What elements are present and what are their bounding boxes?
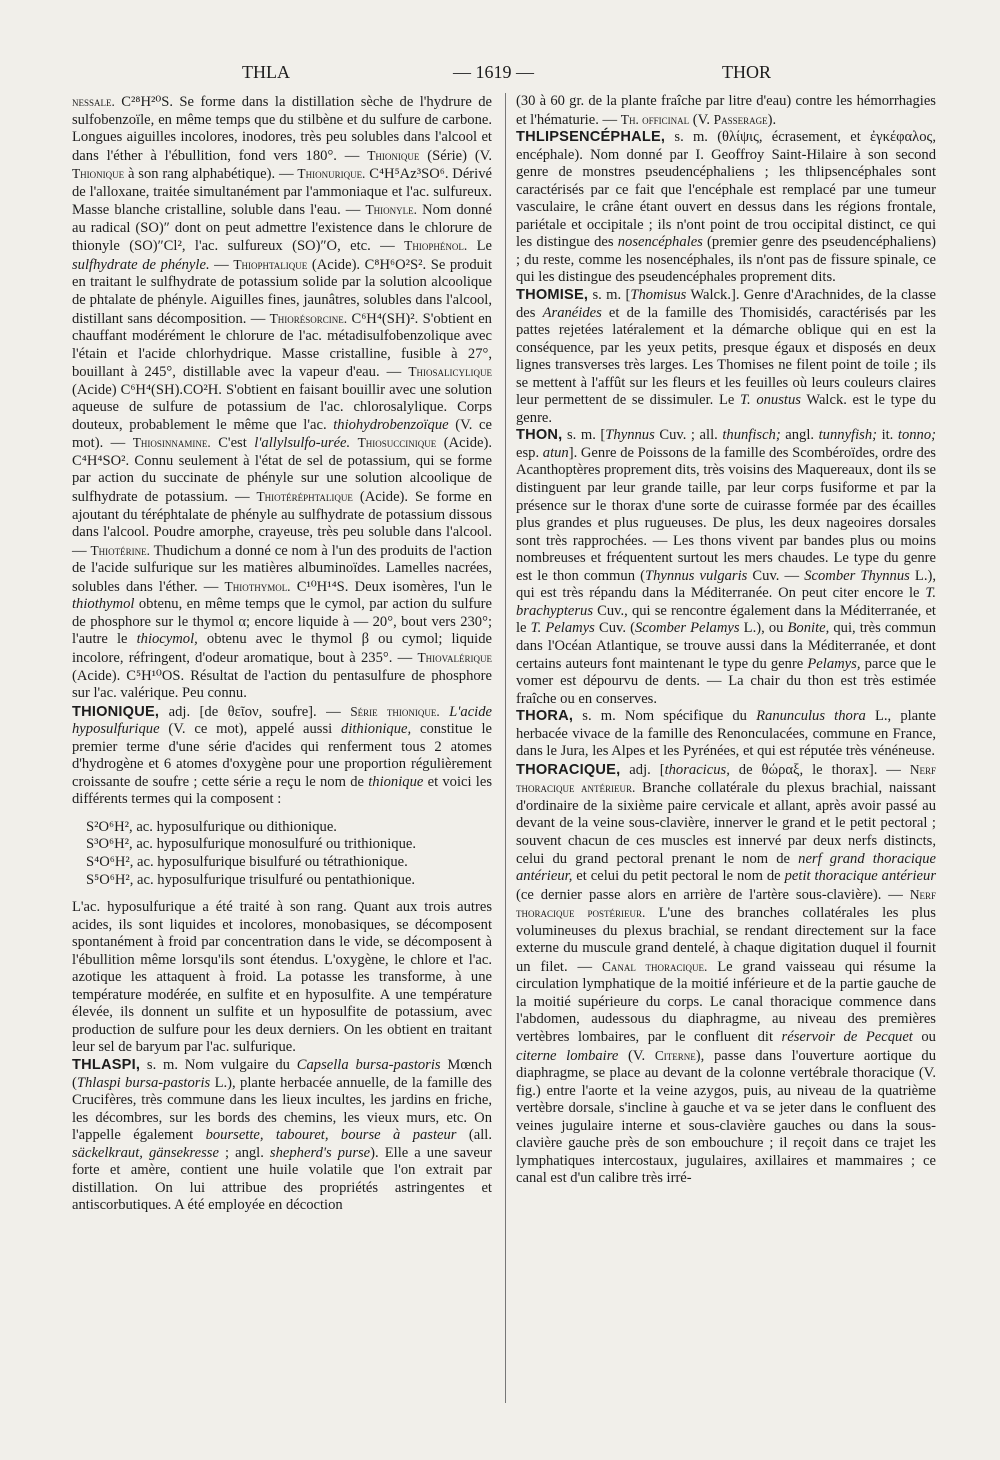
- text-run: et voici les différents termes qui la composent :: [72, 773, 492, 808]
- text-run: (Acide). C⁵H¹⁰OS. Résultat de l'action du pentasulfure de phosphore sur l'ac. valérique. Peu connu.: [72, 667, 492, 702]
- italic-term: nerf grand thoracique antérieur,: [516, 850, 936, 885]
- text-run: (ce dernier passe alors en arrière de l'artère sous-clavière). —: [516, 886, 910, 903]
- italic-term: T. Pelamys: [530, 620, 595, 637]
- text-run: obtenu, en même temps que le cymol, par action du sulfure de phosphore sur le thymol α; encore liquide à — 20°, bout vers 230°; l'autre le: [72, 596, 492, 648]
- italic-term: thionique: [368, 773, 424, 790]
- text-run: (Acide). Se forme en ajoutant du téréphtalate de phényle au sulfhydrate de potassium dissous dans l'alcool. Poudre amorphe, crayeuse, très peu soluble dans l'alcool. —: [72, 489, 492, 559]
- text-run: et de la famille des Thomisidés, caractérisés par les pattes rejetées latéralement et la démarche oblique qui en est la conséquence, par les yeux petits, presque égaux et disposés en deux lignes transverses très larges. Les Thomises ne filent point de toile ; ils se mettent à l'affût sur les fleurs et les feuilles où leurs couleurs claires leur permettent de se dissimuler. Le: [516, 304, 936, 409]
- text-run: et celui du petit pectoral le nom de: [572, 868, 785, 885]
- italic-term: thiothymol: [72, 596, 135, 613]
- list-item: S³O⁶H², ac. hyposulfurique monosulfuré ou trithionique.: [86, 836, 416, 853]
- small-caps-term: Canal thoracique.: [601, 958, 708, 974]
- text-run: C⁶H⁴(SH)². S'obtient en chauffant modérément le chlorure de l'ac. métadisulfobenzolique avec l'étain et l'acide chlorhydrique. Masse cristalline, fusible à 27°, bouillant à 245°, distillable avec la vapeur d'eau. —: [72, 310, 492, 381]
- text-run: (all.: [456, 1127, 492, 1144]
- text-run: (Acide). C⁸H⁶O²S². Se produit en traitant le sulfhydrate de potassium solide par la solution alcoolique de phtalate de phényle. Aiguilles fines, jaunâtres, solubles dans l'alcool, distillant sans décomposition. —: [72, 256, 493, 327]
- small-caps-term: nessale.: [72, 94, 115, 109]
- small-caps-term: Thiosinnamine.: [132, 435, 211, 451]
- italic-term: tonno;: [897, 427, 936, 444]
- right-column: [516, 93, 936, 1188]
- italic-term: T. brachypterus: [516, 585, 936, 619]
- italic-term: petit thoracique antérieur: [784, 868, 936, 885]
- headword: THLIPSENCÉPHALE,: [516, 129, 666, 146]
- text-run: Le grand vaisseau qui résume la circulation lymphatique de la moitié inférieure et de la partie gauche de la moitié supérieure du corps. Le canal thoracique commence dans l'abdomen, audessous du diaphragme, au niveau des premières vertèbres lombaires, par le confluent dit: [516, 958, 936, 1045]
- text-run: [350, 435, 357, 451]
- text-run: esp.: [516, 444, 543, 461]
- text-run: constitue le premier terme d'une série d'acides qui renferment tous 2 atomes d'hydrogène et 6 atomes d'oxygène pour une proportion régulièrement croissante de soufre ; cette série a reçu le nom de: [72, 721, 492, 790]
- text-run: —: [209, 256, 234, 273]
- small-caps-term: Thiotérine.: [90, 542, 150, 558]
- text-run: Mœnch (: [72, 1056, 492, 1091]
- small-caps-term: Thiophtalique: [233, 256, 308, 272]
- italic-term: Thynnus: [605, 427, 655, 444]
- text-run: C²⁸H²⁰S. Se forme dans la distillation sèche de l'hydrure de sulfobenzoïle, en même temps que du stilbène et du sulfure de carbone. Longues aiguilles incolores, inodores, très peu solubles dans l'alcool et dans l'éther à l'ébullition, fond vers 180°. —: [72, 94, 492, 164]
- text-run: it.: [877, 427, 898, 444]
- italic-term: réservoir de Pecquet: [781, 1028, 913, 1045]
- italic-term: thiohydrobenzoïque: [333, 416, 449, 433]
- small-caps-term: Thionurique.: [297, 166, 366, 182]
- small-caps-term: Série thionique.: [350, 703, 440, 719]
- small-caps-term: Thionyle.: [365, 202, 417, 218]
- text-run: Cuv. ; all.: [654, 427, 723, 444]
- italic-term: dithionique,: [341, 721, 412, 738]
- text-run: Cuv. —: [747, 567, 805, 584]
- thionique-series-list: [72, 819, 492, 889]
- text-run: de θώραξ, le thorax]. —: [729, 761, 910, 778]
- text-run: L'ac. hyposulfurique a été traité à son rang. Quant aux trois autres acides, ils sont liquides et incolores, monobasiques, se décomposent spontanément à froid par concentration dans le vide, se décomposent à l'ébullition même lorsqu'ils sont étendus. L'oxygène, le chlore et l'ac. azotique les attaquent à froid. La potasse les transforme, à une température modérée, en sulfite et en hyposulfite. A une température élevée, ils donnent un sulfite et un hyposulfite de potassium, avec production de sulfure pour les deux derniers. On les obtient en traitant leur sel de baryum par l'ac. sulfurique.: [72, 899, 492, 1056]
- small-caps-term: Thionique: [367, 147, 420, 163]
- headword: THLASPI,: [72, 1056, 141, 1073]
- list-item: S⁴O⁶H², ac. hyposulfurique bisulfuré ou tétrathionique.: [86, 853, 408, 870]
- entry-thlaspi: [72, 1057, 492, 1215]
- headword: THORACIQUE,: [516, 761, 621, 778]
- italic-term: Thlaspi bursa-pastoris: [76, 1074, 211, 1091]
- text-run: (Acide). C⁴H⁴SO². Connu seulement à l'état de sel de potassium, qui se forme par action du succinate de phényle sur une solution alcoolique de sulfhydrate de potassium. —: [72, 435, 492, 506]
- entry-thora: [516, 708, 936, 761]
- entry-thio-compounds: [72, 93, 492, 703]
- text-run: (Acide) C⁶H⁴(SH).CO²H. S'obtient en faisant bouillir avec une solution aqueuse de sulfure de potassium de l'ac. chlorosalylique. Corps douteux, probablement le même que l'ac.: [72, 381, 492, 433]
- italic-term: thiocymol,: [136, 631, 198, 648]
- italic-term: Pelamys,: [807, 655, 861, 672]
- left-column: [72, 93, 492, 1215]
- italic-term: Aranéides: [542, 304, 602, 321]
- small-caps-term: Th. officinal: [620, 111, 690, 127]
- text-run: s. m. [: [562, 427, 606, 444]
- italic-term: l'allylsulfo-urée.: [254, 435, 351, 452]
- text-run: à son rang alphabétique). —: [124, 166, 298, 183]
- small-caps-term: Passerage: [713, 111, 768, 127]
- italic-term: citerne lombaire: [516, 1047, 619, 1064]
- text-run: Cuv., qui se rencontre également dans la Méditerranée, et le: [516, 602, 936, 637]
- entry-thlaspi-continued: [516, 93, 936, 129]
- italic-term: shepherd's purse: [269, 1144, 371, 1161]
- text-run: Le: [467, 238, 492, 255]
- italic-term: Thomisus: [630, 287, 687, 304]
- text-run: ; angl.: [218, 1144, 270, 1161]
- text-run: C⁴H⁵Az³SO⁶. Dérivé de l'alloxane, traitée simultanément par l'ammoniaque et l'ac. sulfureux. Masse blanche cristalline, soluble dans l'eau. —: [72, 166, 492, 219]
- text-run: s. m. (θλίψις, écrasement, et ἐγκέφαλος, encéphale). Nom donné par I. Geoffroy Saint-Hilaire à son second genre de monstres pseudencéphaliens ; les thlipsencéphales sont caractérisés par ce fait que l'encéphale est remplacé par une tumeur vasculaire, le crâne étant ouvert en dessus dans les régions frontale, pariétale et occipitale ; ils n'ont point de trou occipital distinct, ce qui les distingue des: [516, 129, 936, 251]
- italic-term: T. onustus: [740, 392, 801, 409]
- text-run: (V.: [689, 111, 714, 128]
- text-run: qui, très commun dans l'Océan Atlantique, se trouve aussi dans la Méditerranée, et dont certains auteurs font maintenant le type du genre: [516, 620, 936, 672]
- text-run: s. m. Nom spécifique du: [573, 708, 757, 725]
- italic-term: L'acide hyposulfurique: [72, 703, 492, 738]
- italic-term: Scomber Pelamys: [634, 620, 740, 637]
- text-run: L.), ou: [739, 620, 788, 637]
- text-run: adj. [de θεῖον, soufre]. —: [159, 703, 351, 720]
- text-run: (V. ce mot). —: [72, 416, 493, 452]
- text-run: parce que le vomer est dépourvu de dents. — La chair du thon est très estimée fraîche ou en conserves.: [516, 655, 936, 707]
- small-caps-term: Thiothymol.: [224, 578, 291, 594]
- small-caps-term: Thiotéréphtalique: [256, 489, 353, 505]
- text-run: L'une des branches collatérales les plus volumineuses du plexus brachial, se rendant directement sur la face externe du muscule grand dentelé, à chaque digitation duquel il fournit un filet. —: [516, 905, 936, 975]
- small-caps-term: Citerne: [654, 1047, 696, 1063]
- text-run: obtenu avec le thymol β ou cymol; liquide incolore, réfringent, d'odeur aromatique, bout à 235°. —: [72, 631, 492, 666]
- text-run: ). Elle a une saveur forte et amère, contient une huile volatile que l'on extrait par distillation. On lui attribue des propriétés astringentes et antiscorbutiques. A été employée en décoction: [72, 1144, 493, 1214]
- text-run: (V.: [618, 1047, 655, 1064]
- italic-term: thoracicus,: [664, 761, 730, 778]
- headword: THOMISE,: [516, 287, 589, 304]
- small-caps-term: Thiosalicylique: [408, 364, 492, 380]
- italic-term: tunnyfish;: [818, 427, 877, 444]
- italic-term: Capsella bursa-pastoris: [296, 1056, 441, 1073]
- headword: THIONIQUE,: [72, 703, 160, 720]
- italic-term: Bonite,: [787, 620, 830, 637]
- small-caps-term: Thiovalérique: [417, 649, 492, 665]
- headword: THORA,: [516, 708, 574, 725]
- small-caps-term: Thiosuccinique: [357, 435, 437, 451]
- text-run: Branche collatérale du plexus brachial, naissant d'ordinaire de la sixième paire cervicale et allant, après avoir passé au devant de la veine sous-clavière, innerver le grand et le petit pectoral ; souvent chacun de ces muscles est innervé par deux nerfs distincts, celui du grand pectoral prenant le nom de: [516, 780, 936, 867]
- header-left-guide-word: THLA: [242, 62, 290, 82]
- italic-term: Ranunculus thora: [756, 708, 866, 725]
- text-run: (premier genre des pseudencéphaliens) ; du reste, comme les nosencéphales, ils n'ont pas de fissure spinale, ce qui les distingue des pseudencéphales proprement dits.: [516, 234, 936, 286]
- running-header: [0, 62, 1000, 86]
- text-run: (30 à 60 gr. de la plante fraîche par litre d'eau) contre les hémorrhagies et l'hématurie. —: [516, 93, 936, 128]
- small-caps-term: Thiorésorcine.: [269, 310, 348, 326]
- text-run: s. m. Nom vulgaire du: [140, 1056, 297, 1073]
- text-run: ), passe dans l'ouverture aortique du diaphragme, se place au devant de la colonne vertébrale thoracique (V. fig.) entre l'aorte et la veine azygos, puis, au niveau de la quatrième vertèbre dorsale, s'incline à gauche et va se jeter dans le confluent des veines jugulaire interne et sous-clavière gauches ou dans la sous-clavière gauche près de son embouchure ; il reçoit dans ce trajet les lymphatiques intercostaux, jugulaires, axillaires et mammaires ; ce canal est d'un calibre très irré-: [516, 1047, 936, 1187]
- text-run: C'est: [210, 435, 255, 452]
- text-run: ).: [767, 111, 777, 128]
- text-run: C¹⁰H¹⁴S. Deux isomères, l'un le: [290, 578, 493, 595]
- italic-term: säckelkraut, gänsekresse: [72, 1144, 219, 1161]
- text-run: (Série) (V.: [419, 147, 492, 164]
- text-run: L.), plante herbacée annuelle, de la famille des Crucifères, très commune dans les lieux incultes, les jardins en friche, les décombres, sur les bords des chemins, les vieux murs, etc. On l'appelle également: [72, 1074, 492, 1144]
- italic-term: atun: [542, 444, 569, 461]
- small-caps-term: Nerf thoracique antérieur.: [516, 761, 937, 796]
- entry-thlipsencephale: [516, 129, 936, 287]
- small-caps-term: Thionique: [72, 166, 125, 182]
- entry-thionique-continued: [72, 899, 492, 1057]
- header-right-guide-word: THOR: [722, 62, 771, 82]
- text-run: Nom donné au radical (SO)″ dont on peut admettre l'existence dans le chlorure de thionyle (SO)″Cl², l'ac. sulfureux (SO)″O, etc. —: [72, 202, 493, 255]
- list-item: S²O⁶H², ac. hyposulfurique ou dithionique.: [86, 818, 337, 835]
- text-run: angl.: [780, 427, 819, 444]
- entry-thionique: [72, 703, 492, 809]
- italic-term: nosencéphales: [617, 234, 703, 251]
- text-run: Walck.]. Genre d'Arachnides, de la classe des: [516, 287, 937, 321]
- text-run: [440, 704, 449, 720]
- entry-thomise: [516, 287, 936, 427]
- small-caps-term: Thiophénol.: [404, 238, 468, 254]
- text-run: ou: [912, 1028, 936, 1045]
- italic-term: Scomber Thynnus: [804, 567, 910, 584]
- entry-thoracique: [516, 761, 936, 1188]
- small-caps-term: Nerf thoracique postérieur.: [516, 886, 936, 921]
- italic-term: Thynnus vulgaris: [644, 567, 748, 584]
- italic-term: thunfisch;: [722, 427, 781, 444]
- italic-term: sulfhydrate de phényle.: [72, 256, 210, 273]
- text-run: (V. ce mot), appelé aussi: [159, 721, 342, 738]
- entry-thon: [516, 427, 936, 708]
- text-run: Thudichum a donné ce nom à l'un des produits de l'action de l'acide sulfurique sur les matières albuminoïdes. Lamelles nacrées, solubles dans l'éther. —: [72, 542, 492, 595]
- text-run: L., plante herbacée vivace de la famille des Renonculacées, commune en France, dans le Jura, les Alpes et les Pyrénées, et qui est réputée très vénéneuse.: [516, 708, 936, 760]
- text-run: L.), qui est très répandu dans la Méditerranée. On peut citer encore le: [516, 567, 936, 602]
- italic-term: boursette, tabouret, bourse à pasteur: [205, 1127, 457, 1144]
- text-run: Walck. est le type du genre.: [516, 392, 936, 426]
- text-run: adj. [: [620, 761, 665, 778]
- headword: THON,: [516, 427, 563, 444]
- text-run: Cuv. (: [594, 620, 635, 637]
- page-number: — 1619 —: [453, 62, 534, 82]
- text-run: ]. Genre de Poissons de la famille des Scombéroïdes, ordre des Acanthoptères proprement dits, très voisins des Maquereaux, dont ils se distinguent par leur grande taille, par leur corps fusiforme et par la présence sur le thorax d'une sorte de cuirasse formée par des écailles plus grandes et plus rugueuses. De plus, les deux nageoires dorsales sont très rapprochées. — Les thons vivent par bandes plus ou moins nombreuses et fréquentent surtout les mers chaudes. Le type du genre est le thon commun (: [516, 444, 936, 584]
- text-run: s. m. [: [588, 287, 631, 304]
- column-divider: [505, 93, 506, 1403]
- list-item: S⁵O⁶H², ac. hyposulfurique trisulfuré ou pentathionique.: [86, 871, 416, 888]
